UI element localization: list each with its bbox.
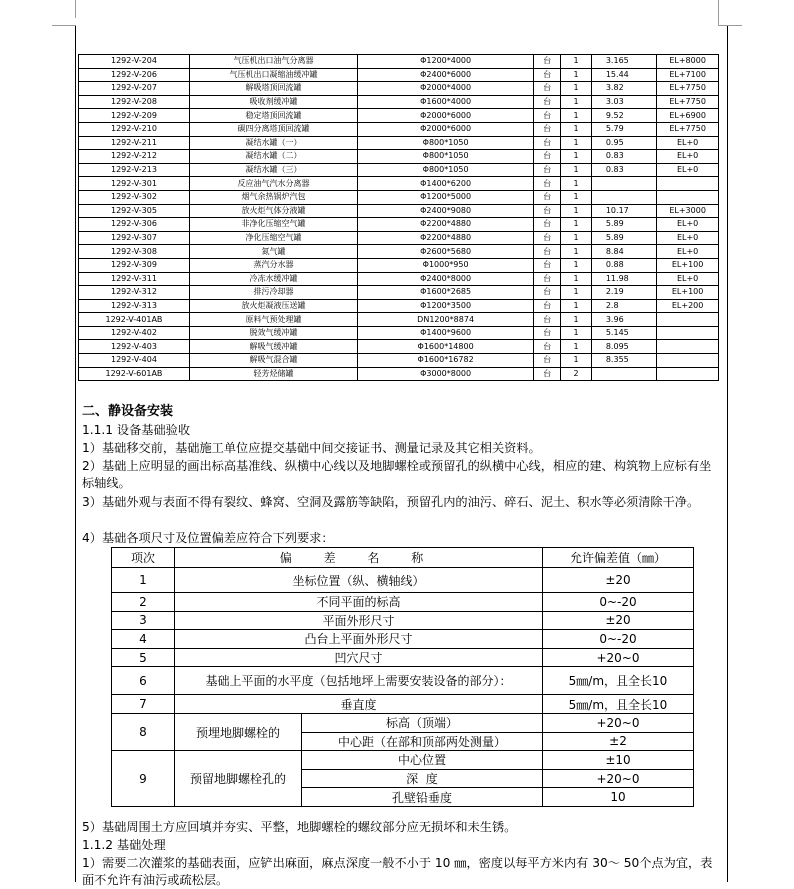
equipment-qty: 1 [561, 231, 592, 245]
equipment-qty: 1 [561, 354, 592, 368]
equipment-weight: 5.89 [591, 218, 656, 232]
equipment-qty: 1 [561, 272, 592, 286]
table-row [79, 55, 719, 69]
equipment-tag: 1292-V-204 [79, 55, 190, 69]
equipment-unit: 台 [534, 82, 561, 96]
equipment-unit: 台 [534, 258, 561, 272]
equipment-unit: 台 [534, 136, 561, 150]
equipment-elevation: EL+100 [657, 286, 719, 300]
row-group: 预留地脚螺栓孔的 [175, 751, 302, 807]
equipment-size: Φ2400*6000 [358, 68, 534, 82]
equipment-qty: 1 [561, 313, 592, 327]
equipment-qty: 1 [561, 82, 592, 96]
table-row [79, 299, 719, 313]
equipment-name: 原料气预处理罐 [189, 313, 357, 327]
subsection-title-2: 1.1.2 基础处理 [82, 838, 166, 852]
equipment-unit: 台 [534, 313, 561, 327]
equipment-tag: 1292-V-313 [79, 299, 190, 313]
equipment-name: 吸收剂缓冲罐 [189, 95, 357, 109]
equipment-weight: 8.84 [591, 245, 656, 259]
equipment-size: Φ1200*5000 [358, 190, 534, 204]
equipment-qty: 1 [561, 190, 592, 204]
table-row [112, 695, 694, 714]
equipment-name: 气压机出口凝缩油缓冲罐 [189, 68, 357, 82]
equipment-elevation: EL+0 [657, 218, 719, 232]
table-row [112, 648, 694, 667]
subsection-title: 1.1.1 设备基础验收 [82, 423, 191, 437]
equipment-elevation: EL+3000 [657, 204, 719, 218]
equipment-weight: 0.88 [591, 258, 656, 272]
equipment-unit: 台 [534, 68, 561, 82]
crop-mark-right-horizontal [718, 25, 742, 26]
crop-mark-left-vertical [75, 0, 76, 18]
table-row [112, 751, 694, 770]
equipment-unit: 台 [534, 218, 561, 232]
equipment-elevation [657, 313, 719, 327]
paragraph-3: 3）基础外观与表面不得有裂纹、蜂窝、空洞及露筋等缺陷，预留孔内的油污、碎石、泥土、积水等必须清除干净。 [82, 495, 700, 509]
row-value: 0~-20 [543, 630, 694, 649]
equipment-name: 稳定塔顶回流罐 [189, 109, 357, 123]
equipment-size: Φ1600*16782 [358, 354, 534, 368]
equipment-qty: 1 [561, 299, 592, 313]
equipment-size: Φ1000*950 [358, 258, 534, 272]
equipment-unit: 台 [534, 299, 561, 313]
row-subitem: 中心位置 [302, 751, 543, 770]
row-item: 凸台上平面外形尺寸 [175, 630, 543, 649]
row-item: 凹穴尺寸 [175, 648, 543, 667]
table-row [79, 218, 719, 232]
equipment-qty: 1 [561, 68, 592, 82]
table-row [79, 82, 719, 96]
crop-mark-right-vertical [718, 0, 719, 26]
tolerance-header-row [112, 548, 694, 568]
table-row [79, 231, 719, 245]
equipment-qty: 1 [561, 136, 592, 150]
table-row [79, 258, 719, 272]
equipment-name: 排污冷却器 [189, 286, 357, 300]
equipment-size: Φ2200*4880 [358, 218, 534, 232]
equipment-tag: 1292-V-307 [79, 231, 190, 245]
row-no: 2 [112, 593, 175, 612]
equipment-name: 凝结水罐（一） [189, 136, 357, 150]
equipment-qty: 1 [561, 245, 592, 259]
row-subitem: 深 度 [302, 769, 543, 788]
row-value: +20~0 [543, 713, 694, 732]
equipment-unit: 台 [534, 204, 561, 218]
table-row [79, 340, 719, 354]
equipment-weight: 10.17 [591, 204, 656, 218]
equipment-unit: 台 [534, 245, 561, 259]
equipment-elevation [657, 326, 719, 340]
equipment-elevation: EL+0 [657, 231, 719, 245]
row-no: 5 [112, 648, 175, 667]
equipment-unit: 台 [534, 190, 561, 204]
equipment-tag: 1292-V-312 [79, 286, 190, 300]
equipment-elevation [657, 190, 719, 204]
table-row [79, 68, 719, 82]
equipment-unit: 台 [534, 109, 561, 123]
equipment-elevation [657, 367, 719, 381]
equipment-size: Φ2400*9080 [358, 204, 534, 218]
equipment-unit: 台 [534, 55, 561, 69]
table-row [112, 713, 694, 732]
row-no: 1 [112, 568, 175, 593]
crop-mark-left-horizontal [52, 25, 76, 26]
equipment-unit: 台 [534, 177, 561, 191]
row-value: 0~-20 [543, 593, 694, 612]
equipment-size: Φ800*1050 [358, 136, 534, 150]
equipment-unit: 台 [534, 367, 561, 381]
table-row [79, 286, 719, 300]
equipment-elevation: EL+0 [657, 245, 719, 259]
table-row [79, 313, 719, 327]
equipment-size: Φ2000*6000 [358, 109, 534, 123]
equipment-qty: 1 [561, 258, 592, 272]
tolerance-table [111, 547, 694, 807]
equipment-size: Φ2000*4000 [358, 82, 534, 96]
equipment-unit: 台 [534, 95, 561, 109]
equipment-name: 解吸塔顶回流罐 [189, 82, 357, 96]
table-row [112, 667, 694, 695]
equipment-weight: 3.96 [591, 313, 656, 327]
equipment-name: 非净化压缩空气罐 [189, 218, 357, 232]
equipment-weight: 8.355 [591, 354, 656, 368]
equipment-name: 氮气罐 [189, 245, 357, 259]
equipment-weight: 0.95 [591, 136, 656, 150]
row-value: ±20 [543, 568, 694, 593]
equipment-unit: 台 [534, 272, 561, 286]
row-item: 基础上平面的水平度（包括地坪上需要安装设备的部分）： [175, 667, 543, 695]
row-value: ±10 [543, 751, 694, 770]
equipment-elevation: EL+0 [657, 150, 719, 164]
equipment-unit: 台 [534, 150, 561, 164]
table-row [79, 190, 719, 204]
table-row [79, 272, 719, 286]
equipment-tag: 1292-V-209 [79, 109, 190, 123]
equipment-unit: 台 [534, 122, 561, 136]
equipment-unit: 台 [534, 340, 561, 354]
equipment-elevation: EL+6900 [657, 109, 719, 123]
equipment-weight: 9.52 [591, 109, 656, 123]
equipment-tag: 1292-V-302 [79, 190, 190, 204]
section-title: 二、静设备安装 [82, 404, 174, 419]
row-group: 预埋地脚螺栓的 [175, 713, 302, 750]
paragraph-6: 1）需要二次灌浆的基础表面，应铲出麻面，麻点深度一般不小于 10 ㎜，密度以每平方米内有 30～ 50个点为宜，表面不允许有油污或疏松层。 [82, 856, 713, 888]
equipment-weight: 0.83 [591, 150, 656, 164]
header-value: 允许偏差值（㎜） [543, 548, 694, 568]
equipment-size: Φ1400*9600 [358, 326, 534, 340]
equipment-weight: 3.82 [591, 82, 656, 96]
equipment-name: 凝结水罐（二） [189, 150, 357, 164]
equipment-weight [591, 177, 656, 191]
equipment-name: 净化压缩空气罐 [189, 231, 357, 245]
equipment-tag: 1292-V-305 [79, 204, 190, 218]
equipment-qty: 1 [561, 109, 592, 123]
equipment-tag: 1292-V-401AB [79, 313, 190, 327]
equipment-qty: 1 [561, 340, 592, 354]
equipment-elevation: EL+0 [657, 163, 719, 177]
equipment-weight: 5.89 [591, 231, 656, 245]
equipment-elevation [657, 340, 719, 354]
row-no: 8 [112, 713, 175, 750]
equipment-tag: 1292-V-601AB [79, 367, 190, 381]
equipment-size: Φ800*1050 [358, 163, 534, 177]
equipment-qty: 1 [561, 150, 592, 164]
equipment-elevation: EL+8000 [657, 55, 719, 69]
equipment-name: 烟气余热锅炉汽包 [189, 190, 357, 204]
row-subitem: 标高（顶端） [302, 713, 543, 732]
equipment-size: Φ800*1050 [358, 150, 534, 164]
table-row [79, 109, 719, 123]
row-item: 坐标位置（纵、横轴线） [175, 568, 543, 593]
table-row [79, 204, 719, 218]
equipment-tag: 1292-V-311 [79, 272, 190, 286]
table-row [79, 245, 719, 259]
equipment-tag: 1292-V-404 [79, 354, 190, 368]
equipment-size: Φ2200*4880 [358, 231, 534, 245]
equipment-weight: 5.79 [591, 122, 656, 136]
equipment-elevation [657, 354, 719, 368]
equipment-size: Φ1600*4000 [358, 95, 534, 109]
table-row [112, 611, 694, 630]
equipment-qty: 1 [561, 286, 592, 300]
equipment-weight [591, 367, 656, 381]
header-item: 偏 差 名 称 [175, 548, 543, 568]
row-item: 垂直度 [175, 695, 543, 714]
equipment-size: Φ1400*6200 [358, 177, 534, 191]
equipment-tag: 1292-V-211 [79, 136, 190, 150]
paragraph-4: 4）基础各项尺寸及位置偏差应符合下列要求： [82, 531, 334, 545]
equipment-unit: 台 [534, 354, 561, 368]
row-subitem: 孔壁铅垂度 [302, 788, 543, 807]
equipment-size: Φ2600*5680 [358, 245, 534, 259]
equipment-name: 放火炬凝液压送罐 [189, 299, 357, 313]
equipment-unit: 台 [534, 286, 561, 300]
equipment-qty: 1 [561, 55, 592, 69]
equipment-weight [591, 190, 656, 204]
row-no: 7 [112, 695, 175, 714]
table-row [79, 95, 719, 109]
equipment-tag: 1292-V-308 [79, 245, 190, 259]
equipment-name: 轻芳烃储罐 [189, 367, 357, 381]
equipment-qty: 1 [561, 95, 592, 109]
equipment-name: 冷冻水缓冲罐 [189, 272, 357, 286]
equipment-tag: 1292-V-301 [79, 177, 190, 191]
equipment-qty: 1 [561, 122, 592, 136]
table-row [79, 326, 719, 340]
equipment-qty: 1 [561, 163, 592, 177]
equipment-size: Φ3000*8000 [358, 367, 534, 381]
equipment-tag: 1292-V-403 [79, 340, 190, 354]
page-border-right [727, 26, 728, 882]
table-row [79, 354, 719, 368]
equipment-elevation: EL+0 [657, 136, 719, 150]
equipment-weight: 15.44 [591, 68, 656, 82]
equipment-tag: 1292-V-210 [79, 122, 190, 136]
equipment-elevation: EL+0 [657, 272, 719, 286]
row-value: ±2 [543, 732, 694, 751]
row-no: 3 [112, 611, 175, 630]
equipment-tag: 1292-V-309 [79, 258, 190, 272]
equipment-tag: 1292-V-207 [79, 82, 190, 96]
row-value: +20~0 [543, 769, 694, 788]
equipment-elevation: EL+7100 [657, 68, 719, 82]
equipment-unit: 台 [534, 231, 561, 245]
equipment-qty: 1 [561, 177, 592, 191]
equipment-name: 蒸汽分水器 [189, 258, 357, 272]
equipment-size: DN1200*8874 [358, 313, 534, 327]
equipment-elevation: EL+100 [657, 258, 719, 272]
row-no: 6 [112, 667, 175, 695]
equipment-size: Φ1600*14800 [358, 340, 534, 354]
table-row [79, 136, 719, 150]
equipment-unit: 台 [534, 163, 561, 177]
equipment-qty: 1 [561, 326, 592, 340]
equipment-name: 解吸气混合罐 [189, 354, 357, 368]
equipment-size: Φ1200*3500 [358, 299, 534, 313]
table-row [112, 568, 694, 593]
equipment-tag: 1292-V-212 [79, 150, 190, 164]
equipment-size: Φ1200*4000 [358, 55, 534, 69]
equipment-elevation: EL+7750 [657, 95, 719, 109]
equipment-weight: 2.8 [591, 299, 656, 313]
table-row [79, 122, 719, 136]
row-value: 10 [543, 788, 694, 807]
equipment-size: Φ2400*8000 [358, 272, 534, 286]
paragraph-1: 1）基础移交前，基础施工单位应提交基础中间交接证书、测量记录及其它相关资料。 [82, 441, 541, 455]
equipment-tag: 1292-V-206 [79, 68, 190, 82]
equipment-tag: 1292-V-402 [79, 326, 190, 340]
equipment-weight: 8.095 [591, 340, 656, 354]
row-value: 5㎜/m，且全长10 [543, 667, 694, 695]
table-row [112, 593, 694, 612]
equipment-elevation: EL+7750 [657, 122, 719, 136]
paragraph-2: 2）基础上应明显的画出标高基准线、纵横中心线以及地脚螺栓或预留孔的纵横中心线，相应的建、构筑物上应标有坐标轴线。 [82, 459, 712, 491]
equipment-tag: 1292-V-306 [79, 218, 190, 232]
equipment-name: 碳四分离塔顶回流罐 [189, 122, 357, 136]
row-item: 不同平面的标高 [175, 593, 543, 612]
equipment-weight: 5.145 [591, 326, 656, 340]
equipment-size: Φ2000*6000 [358, 122, 534, 136]
table-row [79, 367, 719, 381]
equipment-name: 气压机出口油气分离器 [189, 55, 357, 69]
equipment-name: 脱效气缓冲罐 [189, 326, 357, 340]
equipment-elevation [657, 177, 719, 191]
equipment-weight: 3.03 [591, 95, 656, 109]
page-border-left [75, 26, 76, 882]
equipment-qty: 1 [561, 218, 592, 232]
equipment-elevation: EL+200 [657, 299, 719, 313]
row-no: 4 [112, 630, 175, 649]
row-value: +20~0 [543, 648, 694, 667]
equipment-tag: 1292-V-208 [79, 95, 190, 109]
equipment-weight: 3.165 [591, 55, 656, 69]
paragraph-5: 5）基础周围土方应回填并夯实、平整，地脚螺栓的螺纹部分应无损坏和未生锈。 [82, 820, 517, 834]
row-item: 平面外形尺寸 [175, 611, 543, 630]
equipment-qty: 1 [561, 204, 592, 218]
equipment-tag: 1292-V-213 [79, 163, 190, 177]
equipment-elevation: EL+7750 [657, 82, 719, 96]
table-row [79, 177, 719, 191]
table-row [112, 630, 694, 649]
equipment-name: 放火炬气体分液罐 [189, 204, 357, 218]
row-value: ±20 [543, 611, 694, 630]
equipment-name: 反应油气汽水分离器 [189, 177, 357, 191]
row-no: 9 [112, 751, 175, 807]
equipment-unit: 台 [534, 326, 561, 340]
equipment-size: Φ1600*2685 [358, 286, 534, 300]
equipment-weight: 11.98 [591, 272, 656, 286]
header-no: 项次 [112, 548, 175, 568]
table-row [79, 150, 719, 164]
equipment-name: 解吸气缓冲罐 [189, 340, 357, 354]
equipment-qty: 2 [561, 367, 592, 381]
equipment-weight: 0.83 [591, 163, 656, 177]
row-subitem: 中心距（在部和顶部两处测量） [302, 732, 543, 751]
equipment-table [78, 54, 719, 381]
equipment-name: 凝结水罐（三） [189, 163, 357, 177]
table-row [79, 163, 719, 177]
row-value: 5㎜/m，且全长10 [543, 695, 694, 714]
equipment-weight: 2.19 [591, 286, 656, 300]
